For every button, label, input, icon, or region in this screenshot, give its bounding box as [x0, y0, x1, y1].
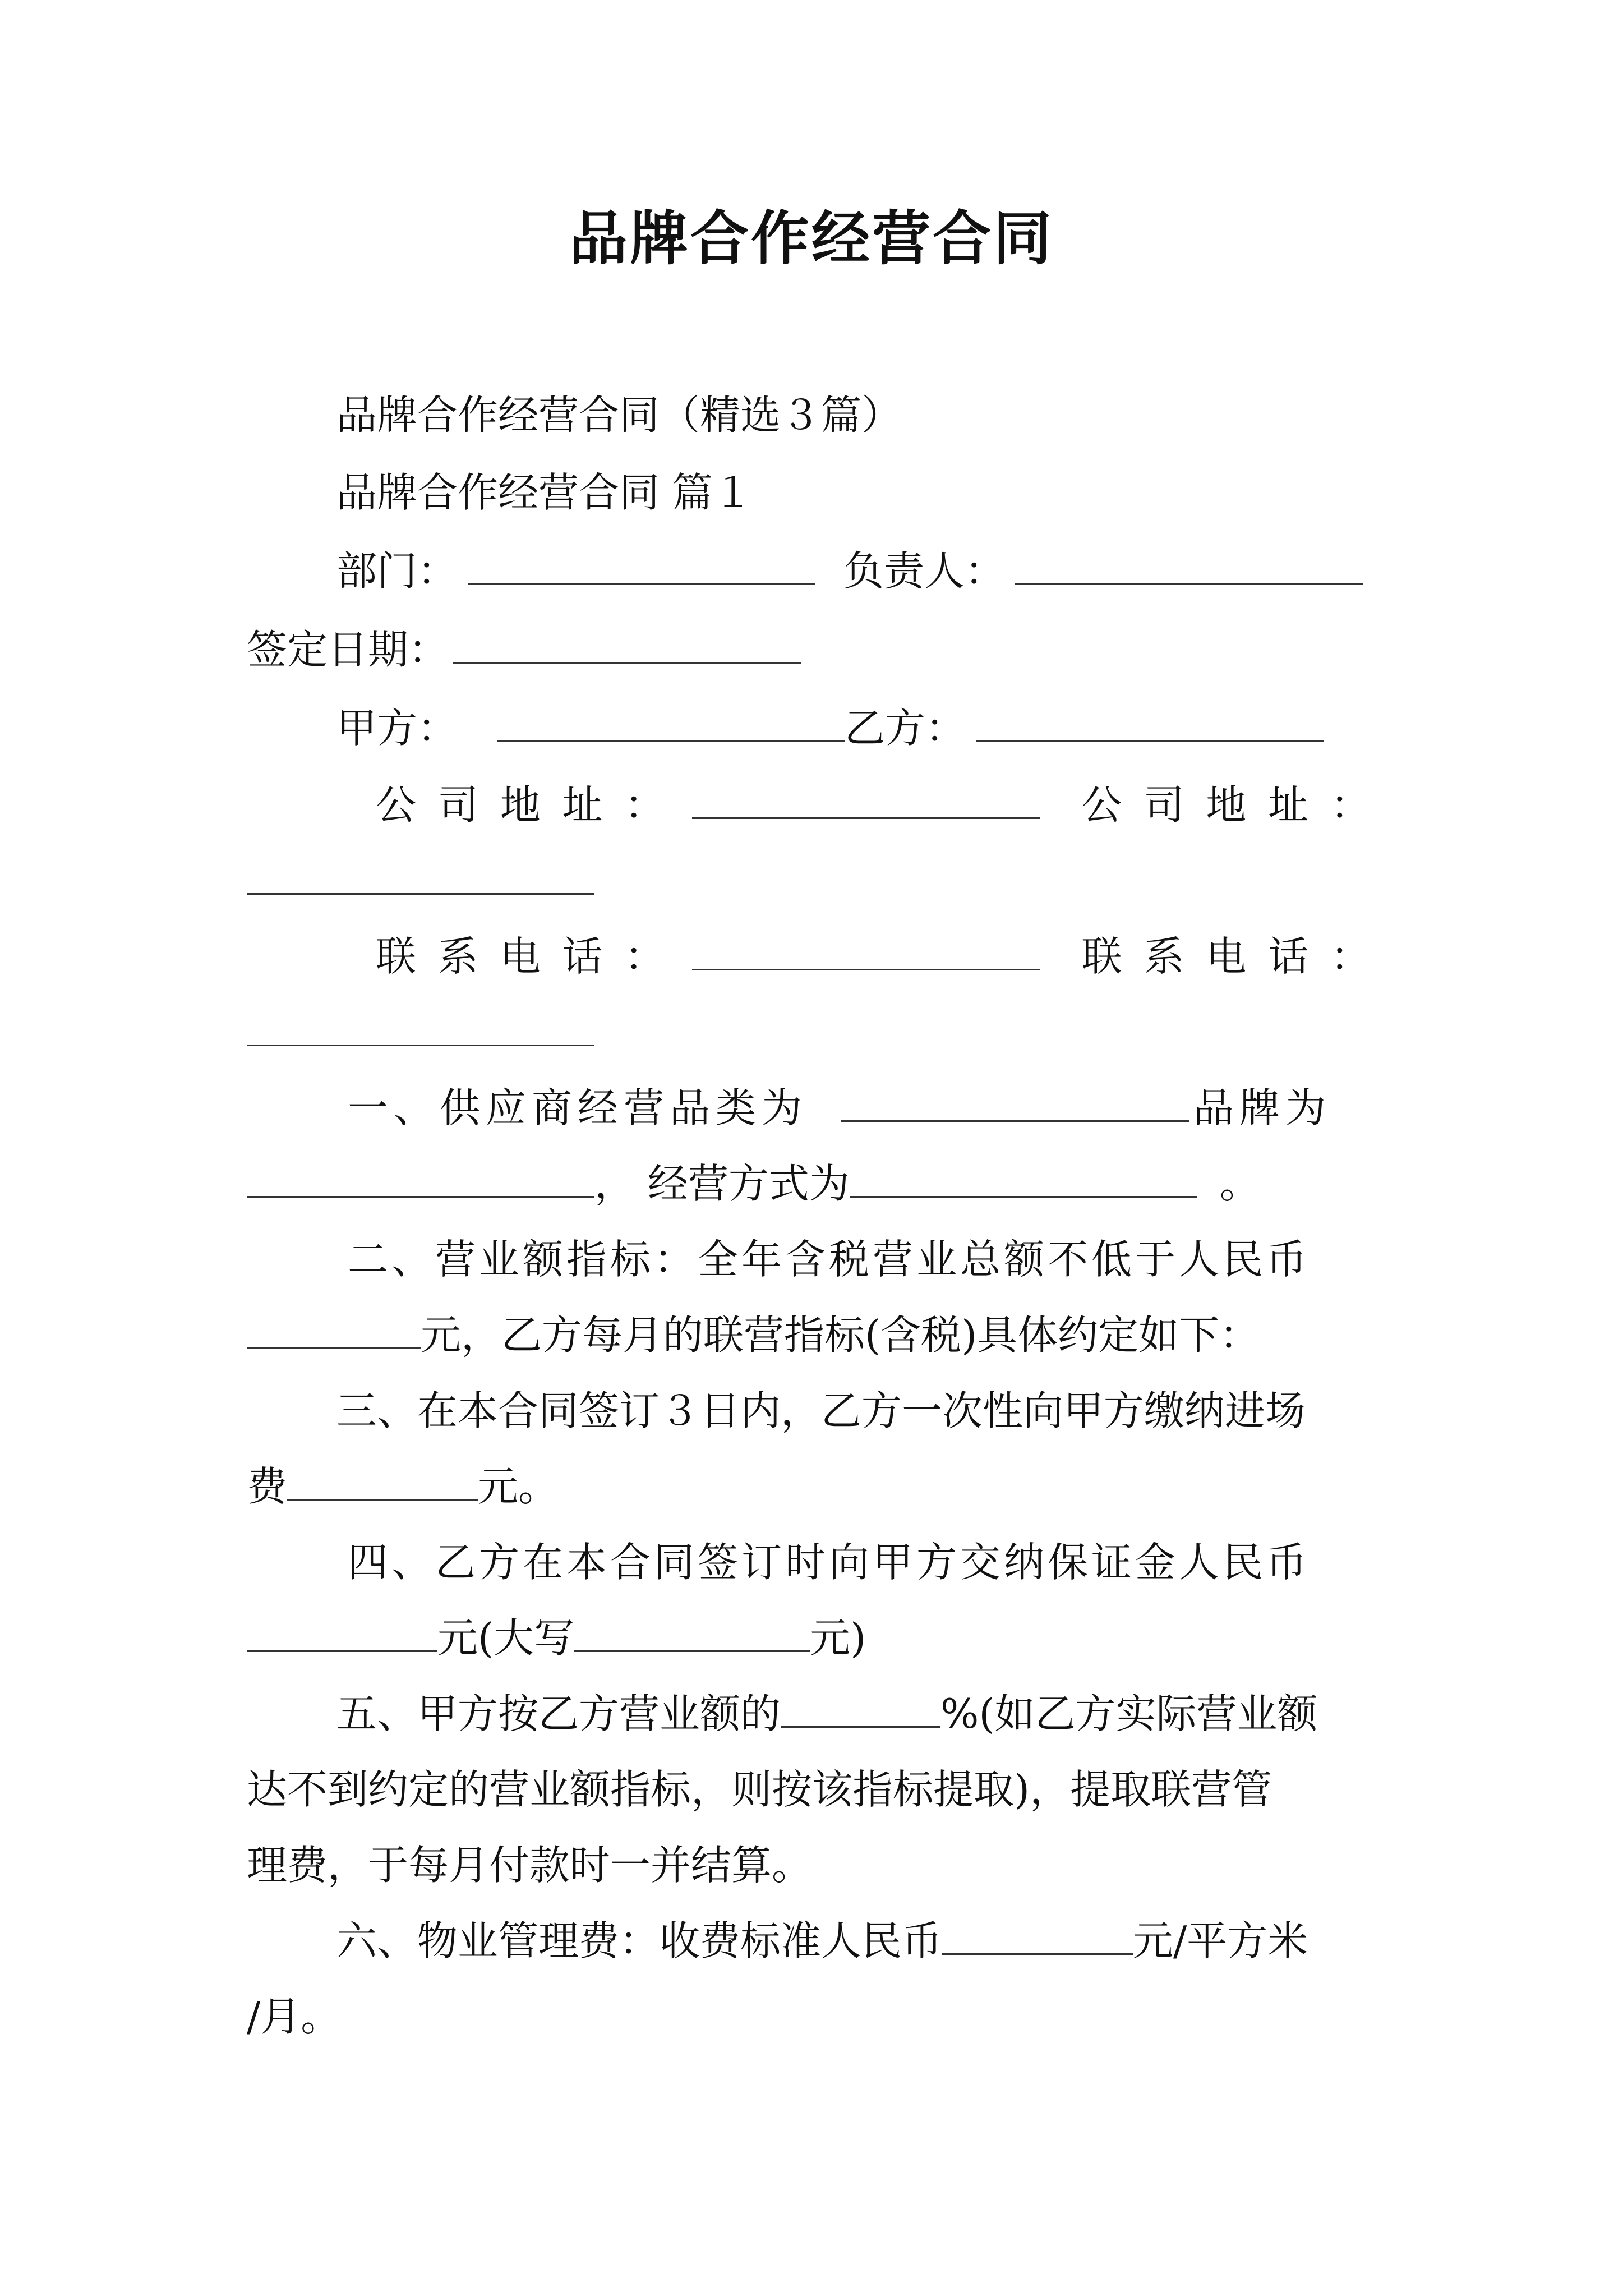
clause-4-line-2 — [247, 1610, 1391, 1666]
clause-1-text-b: 品牌为 — [1193, 1084, 1332, 1131]
sign-date-label: 签定日期： — [247, 626, 449, 673]
clause-4-line-1: 四、乙方在本合同签订时向甲方交纳保证金人民币 — [348, 1539, 1311, 1586]
responsible-blank[interactable] — [1015, 545, 1363, 585]
clause-3-line-2 — [247, 1458, 1391, 1515]
clause-4-uppercase-blank[interactable] — [574, 1612, 810, 1652]
responsible-label: 负责人： — [843, 547, 1006, 595]
department-label: 部门： — [336, 547, 458, 595]
party-b-label: 乙方： — [845, 705, 966, 752]
clause-5-text-a: 五、甲方按乙方营业额的 — [336, 1690, 781, 1737]
sign-date-blank[interactable] — [453, 624, 801, 664]
party-a-label: 甲方： — [336, 705, 458, 752]
clause-5-line-3: 理费，于每月付款时一并结算。 — [247, 1842, 813, 1889]
party-b-phone-label: 联 系 电 话 ： — [1081, 933, 1376, 980]
department-blank[interactable] — [468, 545, 815, 585]
party-b-phone-blank[interactable] — [247, 1006, 594, 1046]
party-a-address-label: 公 司 地 址 ： — [376, 781, 670, 829]
clause-1-mode-blank[interactable] — [850, 1158, 1197, 1198]
clause-3-fee-blank[interactable] — [287, 1461, 478, 1501]
clause-5-text-b: %(如乙方实际营业额 — [940, 1690, 1318, 1737]
clause-5-percent-blank[interactable] — [781, 1688, 940, 1728]
party-a-address-blank[interactable] — [692, 779, 1040, 819]
party-a-phone-blank[interactable] — [692, 931, 1040, 970]
clause-1-text-a: 一、供应商经营品类为 — [348, 1084, 808, 1131]
part-heading: 品牌合作经营合同 篇１ — [336, 469, 753, 516]
clause-1-text-c: ， 经营方式为 — [594, 1160, 850, 1207]
clause-6-text-a: 六、物业管理费：收费标准人民币 — [336, 1917, 943, 1964]
clause-2-text-b: 元，乙方每月的联营指标(含税)具体约定如下： — [421, 1312, 1260, 1359]
clause-5-line-1 — [336, 1686, 1481, 1742]
clause-4-text-c: 元) — [810, 1614, 866, 1662]
clause-5-line-2: 达不到约定的营业额指标，则按该指标提取)，提取联营管 — [247, 1766, 1272, 1813]
clause-6-fee-blank[interactable] — [942, 1915, 1133, 1955]
clause-6-line-1 — [336, 1913, 1481, 1969]
clause-3-text-b: 费 — [247, 1463, 288, 1510]
clause-1-brand-blank[interactable] — [247, 1158, 594, 1198]
party-a-phone-label: 联 系 电 话 ： — [376, 933, 670, 980]
subtitle: 品牌合作经营合同（精选３篇） — [336, 392, 902, 439]
clause-4-deposit-blank[interactable] — [247, 1612, 437, 1652]
clause-1-line-1 — [348, 1080, 1492, 1136]
clause-1-line-2 — [247, 1156, 1391, 1212]
department-row — [336, 543, 1481, 599]
party-b-address-blank[interactable] — [247, 855, 594, 895]
clause-3-line-1: 三、在本合同签订３日内，乙方一次性向甲方缴纳进场 — [336, 1387, 1306, 1434]
address-row — [376, 777, 1520, 833]
phone-row — [376, 928, 1520, 984]
party-b-blank[interactable] — [976, 702, 1324, 742]
clause-2-line-1: 二、营业额指标：全年含税营业总额不低于人民币 — [348, 1236, 1311, 1283]
clause-1-text-d: 。 — [1219, 1160, 1260, 1207]
address-row-cont — [247, 853, 1391, 909]
party-a-blank[interactable] — [497, 702, 845, 742]
party-b-address-label: 公 司 地 址 ： — [1081, 781, 1376, 829]
clause-6-text-b: 元/平方米 — [1133, 1917, 1308, 1964]
clause-2-amount-blank[interactable] — [247, 1309, 421, 1349]
sign-date-row — [247, 622, 1391, 678]
clause-2-line-2 — [247, 1307, 1391, 1363]
clause-3-text-c: 元。 — [478, 1463, 559, 1510]
clause-4-text-b: 元(大写 — [437, 1614, 575, 1662]
parties-row — [336, 700, 1481, 756]
phone-row-cont — [247, 1004, 1391, 1060]
clause-6-line-2: /月。 — [247, 1993, 342, 2040]
clause-1-category-blank[interactable] — [841, 1082, 1189, 1122]
document-title: 品牌合作经营合同 — [569, 204, 1054, 273]
